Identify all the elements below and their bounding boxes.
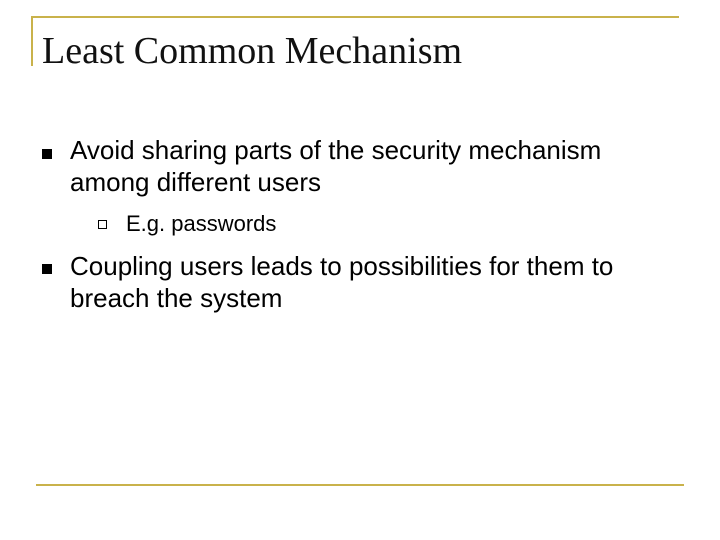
filled-square-bullet-icon [42, 149, 52, 159]
sub-bullet-1-text: E.g. passwords [126, 211, 277, 236]
top-horizontal-rule [31, 16, 679, 18]
filled-square-bullet-icon [42, 264, 52, 274]
top-left-vertical-rule [31, 16, 33, 66]
bottom-horizontal-rule [36, 484, 684, 486]
bullet-1-text: Avoid sharing parts of the security mechanism among different users [70, 135, 602, 197]
hollow-square-bullet-icon [98, 220, 107, 229]
bullet-2-text: Coupling users leads to possibilities for them to breach the system [70, 251, 614, 313]
slide-title: Least Common Mechanism [42, 30, 463, 72]
